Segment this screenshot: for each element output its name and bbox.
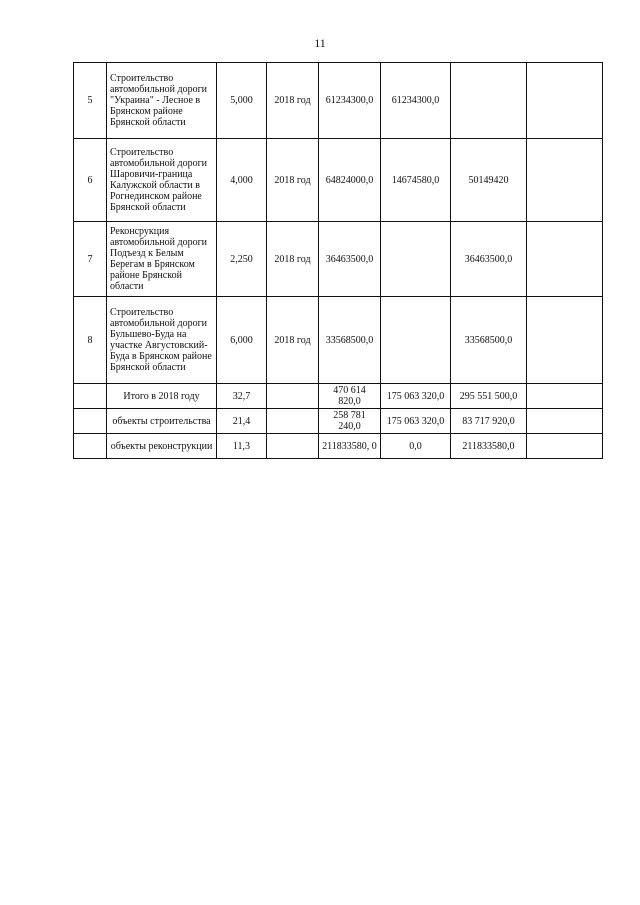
- row-index: 7: [74, 222, 107, 297]
- object-name: Реконсрукция автомобильной дороги Подъезд к Белым Берегам в Брянском районе Брянской области: [107, 222, 217, 297]
- road-length: 6,000: [217, 297, 267, 384]
- totals-row: [74, 384, 603, 409]
- totals-row: [74, 409, 603, 434]
- year-cell: 2018 год: [267, 63, 319, 139]
- object-name: Строительство автомобильной дороги "Украина" - Лесное в Брянском районе Брянской области: [107, 63, 217, 139]
- table-row: [74, 63, 603, 139]
- year-cell: 2018 год: [267, 139, 319, 222]
- row-index: 6: [74, 139, 107, 222]
- empty-cell: [267, 409, 319, 434]
- totals-length: 11,3: [217, 434, 267, 459]
- cost-col6: 33568500,0: [451, 297, 527, 384]
- table-row: [74, 222, 603, 297]
- totals-total: 258 781 240,0: [319, 409, 381, 434]
- object-name: Строительство автомобильной дороги Шаровичи-граница Калужской области в Рогнединском районе Брянской области: [107, 139, 217, 222]
- totals-length: 32,7: [217, 384, 267, 409]
- totals-col6: 295 551 500,0: [451, 384, 527, 409]
- totals-total: 211833580, 0: [319, 434, 381, 459]
- cost-col7: [527, 63, 603, 139]
- cost-col6: 36463500,0: [451, 222, 527, 297]
- road-length: 2,250: [217, 222, 267, 297]
- total-cost: 33568500,0: [319, 297, 381, 384]
- total-cost: 36463500,0: [319, 222, 381, 297]
- totals-row: [74, 434, 603, 459]
- empty-cell: [527, 434, 603, 459]
- row-index: 5: [74, 63, 107, 139]
- table-row: [74, 297, 603, 384]
- empty-cell: [267, 434, 319, 459]
- totals-col6: 83 717 920,0: [451, 409, 527, 434]
- total-cost: 64824000,0: [319, 139, 381, 222]
- total-cost: 61234300,0: [319, 63, 381, 139]
- page-number: 11: [314, 36, 326, 50]
- totals-label: Итого в 2018 году: [107, 384, 217, 409]
- totals-label: объекты строительства: [107, 409, 217, 434]
- totals-length: 21,4: [217, 409, 267, 434]
- cost-col7: [527, 222, 603, 297]
- totals-col5: 175 063 320,0: [381, 384, 451, 409]
- cost-col6: [451, 63, 527, 139]
- empty-cell: [527, 384, 603, 409]
- totals-label: объекты реконструкции: [107, 434, 217, 459]
- empty-cell: [74, 384, 107, 409]
- empty-cell: [74, 409, 107, 434]
- road-length: 5,000: [217, 63, 267, 139]
- totals-col5: 0,0: [381, 434, 451, 459]
- totals-col5: 175 063 320,0: [381, 409, 451, 434]
- cost-col5: [381, 297, 451, 384]
- table-row: [74, 139, 603, 222]
- totals-total: 470 614 820,0: [319, 384, 381, 409]
- row-index: 8: [74, 297, 107, 384]
- road-length: 4,000: [217, 139, 267, 222]
- empty-cell: [267, 384, 319, 409]
- totals-col6: 211833580,0: [451, 434, 527, 459]
- cost-col7: [527, 139, 603, 222]
- cost-col5: 61234300,0: [381, 63, 451, 139]
- year-cell: 2018 год: [267, 222, 319, 297]
- empty-cell: [527, 409, 603, 434]
- empty-cell: [74, 434, 107, 459]
- cost-col6: 50149420: [451, 139, 527, 222]
- object-name: Строительство автомобильной дороги Бульшево-Буда на участке Августовский-Буда в Брянском районе Брянской области: [107, 297, 217, 384]
- cost-col7: [527, 297, 603, 384]
- year-cell: 2018 год: [267, 297, 319, 384]
- cost-col5: [381, 222, 451, 297]
- cost-col5: 14674580,0: [381, 139, 451, 222]
- objects-table: [73, 62, 603, 459]
